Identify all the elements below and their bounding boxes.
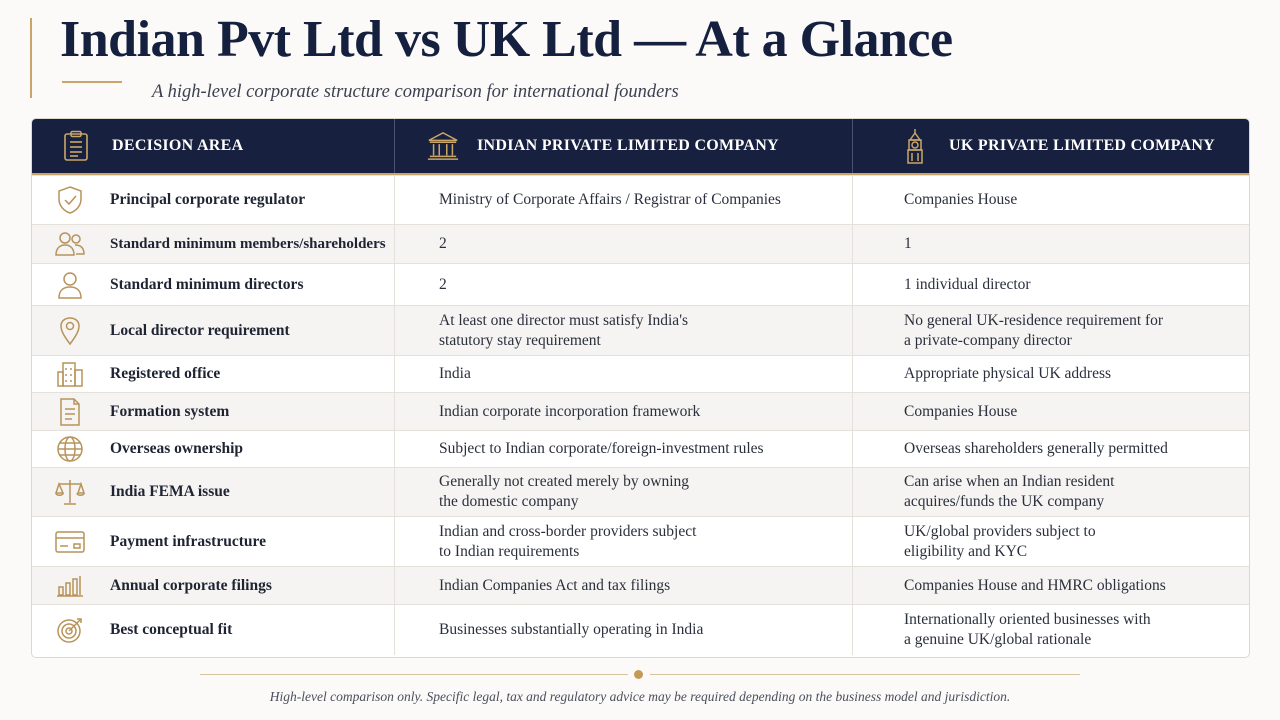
decision-area-label: Local director requirement xyxy=(110,321,290,339)
table-row xyxy=(32,305,1249,355)
footer-divider-dot xyxy=(634,670,643,679)
uk-company-cell: Companies House xyxy=(852,393,1249,430)
credit-card-icon xyxy=(54,526,86,558)
indian-company-cell: Subject to Indian corporate/foreign-investment rules xyxy=(394,431,852,467)
table-header xyxy=(32,119,1249,175)
decision-area-cell xyxy=(32,306,394,355)
uk-company-cell: 1 xyxy=(852,225,1249,263)
uk-company-cell: Appropriate physical UK address xyxy=(852,356,1249,392)
footnote: High-level comparison only. Specific legal, tax and regulatory advice may be required depending on the business model and jurisdiction. xyxy=(269,689,1011,704)
header-indian-company xyxy=(394,119,852,173)
document-icon xyxy=(54,396,86,428)
uk-company-cell: Internationally oriented businesses with a genuine UK/global rationale xyxy=(852,605,1249,655)
decision-area-cell xyxy=(32,393,394,430)
decision-area-cell xyxy=(32,468,394,516)
indian-company-cell: India xyxy=(394,356,852,392)
table-row xyxy=(32,263,1249,305)
target-icon xyxy=(54,614,86,646)
big-ben-icon xyxy=(899,130,931,162)
title-accent-bar xyxy=(30,18,32,98)
footer-divider-right xyxy=(650,674,1080,675)
decision-area-label: Annual corporate filings xyxy=(110,576,272,594)
indian-company-cell: 2 xyxy=(394,225,852,263)
uk-company-cell: UK/global providers subject to eligibility and KYC xyxy=(852,517,1249,566)
checklist-icon xyxy=(60,130,92,162)
header-label: DECISION AREA xyxy=(112,137,244,154)
decision-area-cell xyxy=(32,567,394,604)
decision-area-cell xyxy=(32,356,394,392)
indian-company-cell: Indian Companies Act and tax filings xyxy=(394,567,852,604)
table-row xyxy=(32,392,1249,430)
users-icon xyxy=(54,228,86,260)
columned-building-icon xyxy=(427,130,459,162)
indian-company-cell: Businesses substantially operating in India xyxy=(394,605,852,655)
office-building-icon xyxy=(54,358,86,390)
uk-company-cell: Overseas shareholders generally permitted xyxy=(852,431,1249,467)
globe-icon xyxy=(54,433,86,465)
table-row xyxy=(32,175,1249,224)
page-subtitle: A high-level corporate structure comparison for international founders xyxy=(152,82,679,102)
decision-area-label: Payment infrastructure xyxy=(110,532,266,550)
decision-area-label: Principal corporate regulator xyxy=(110,191,306,208)
user-icon xyxy=(54,269,86,301)
uk-company-cell: Can arise when an Indian resident acquires/funds the UK company xyxy=(852,468,1249,516)
shield-check-icon xyxy=(54,184,86,216)
decision-area-label: Best conceptual fit xyxy=(110,621,233,638)
decision-area-cell xyxy=(32,517,394,566)
table-row xyxy=(32,224,1249,263)
header-label: UK PRIVATE LIMITED COMPANY xyxy=(949,137,1216,154)
decision-area-label: India FEMA issue xyxy=(110,483,230,500)
decision-area-label: Formation system xyxy=(110,402,230,420)
decision-area-label: Overseas ownership xyxy=(110,440,244,457)
header-label: INDIAN PRIVATE LIMITED COMPANY xyxy=(477,137,779,154)
decision-area-label: Standard minimum members/shareholders xyxy=(110,236,386,252)
indian-company-cell: Indian and cross-border providers subject to Indian requirements xyxy=(394,517,852,566)
table-row xyxy=(32,516,1249,566)
table-row xyxy=(32,604,1249,655)
scales-icon xyxy=(54,476,86,508)
decision-area-cell xyxy=(32,176,394,224)
indian-company-cell: Indian corporate incorporation framework xyxy=(394,393,852,430)
uk-company-cell: Companies House and HMRC obligations xyxy=(852,567,1249,604)
table-row xyxy=(32,430,1249,467)
uk-company-cell: Companies House xyxy=(852,176,1249,224)
indian-company-cell: Ministry of Corporate Affairs / Registrar of Companies xyxy=(394,176,852,224)
decision-area-label: Standard minimum directors xyxy=(110,275,304,293)
footer-divider-left xyxy=(200,674,628,675)
table-row xyxy=(32,355,1249,392)
location-pin-icon xyxy=(54,315,86,347)
decision-area-label: Registered office xyxy=(110,365,221,382)
header-uk-company xyxy=(852,119,1249,173)
decision-area-cell xyxy=(32,605,394,655)
decision-area-cell xyxy=(32,431,394,467)
indian-company-cell: 2 xyxy=(394,264,852,305)
decision-area-cell xyxy=(32,225,394,263)
indian-company-cell: At least one director must satisfy India's statutory stay requirement xyxy=(394,306,852,355)
table-row xyxy=(32,566,1249,604)
title-underline xyxy=(62,81,122,83)
uk-company-cell: 1 individual director xyxy=(852,264,1249,305)
page-title: Indian Pvt Ltd vs UK Ltd — At a Glance xyxy=(60,11,953,68)
bar-chart-icon xyxy=(54,570,86,602)
uk-company-cell: No general UK-residence requirement for a private-company director xyxy=(852,306,1249,355)
comparison-table xyxy=(31,118,1250,658)
header-decision-area xyxy=(32,119,394,173)
decision-area-cell xyxy=(32,264,394,305)
indian-company-cell: Generally not created merely by owning the domestic company xyxy=(394,468,852,516)
table-row xyxy=(32,467,1249,516)
